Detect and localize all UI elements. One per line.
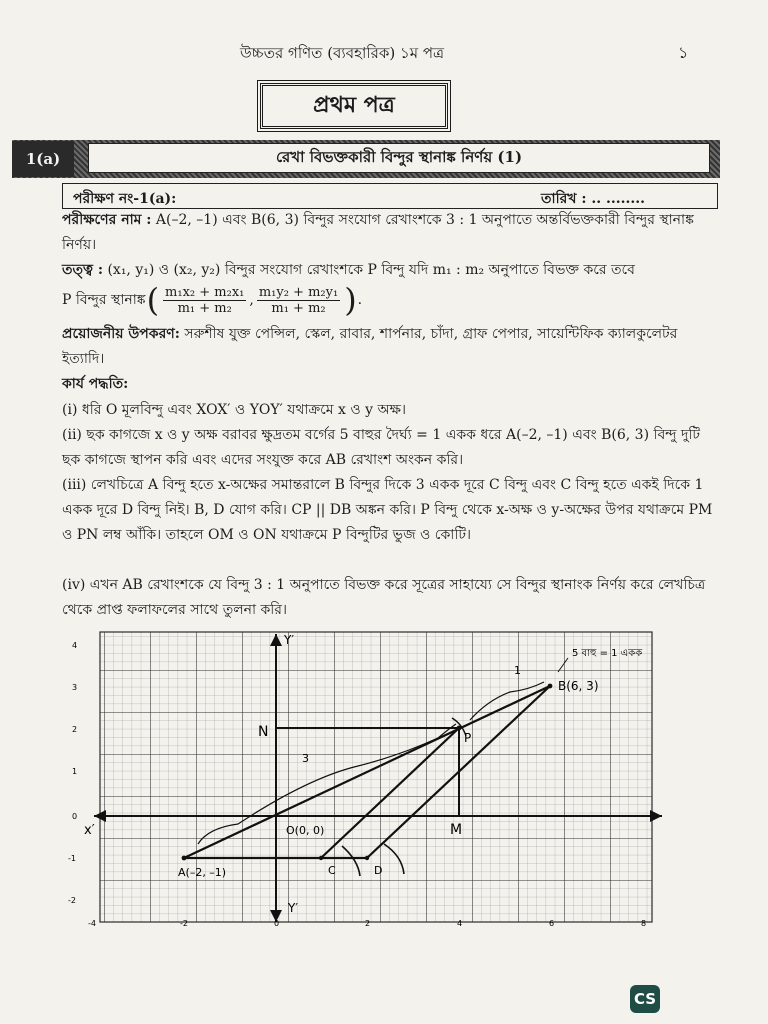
x-tick-label: -2: [180, 919, 188, 928]
formula-x-denominator: m₁ + m₂: [177, 300, 232, 316]
x-tick-label: 0: [274, 919, 280, 928]
formula-end: .: [357, 292, 363, 308]
point-c-dot: [319, 856, 323, 860]
graph-figure: [58, 628, 738, 933]
point-m-label: M: [450, 822, 463, 838]
experiment-name-label: পরীক্ষণের নাম :: [62, 212, 152, 228]
y-axis-bottom-name: Y′: [288, 901, 299, 915]
experiment-date: তারিখ : .. ........: [541, 191, 645, 207]
experiment-name: [62, 208, 720, 258]
point-a-label: A(–2, –1): [178, 866, 227, 879]
y-tick-label: 0: [72, 812, 78, 821]
point-p-label: P: [464, 731, 472, 745]
origin-label: O(0, 0): [286, 824, 325, 837]
point-d-dot: [365, 856, 369, 860]
chapter-title-box: [260, 83, 448, 129]
scale-note: 5 বাহু = 1 একক: [572, 648, 643, 659]
experiment-number: পরীক্ষণ নং-1(a):: [73, 191, 177, 207]
formula-y-numerator: m₁y₂ + m₂y₁: [258, 284, 339, 300]
formula-y-denominator: m₁ + m₂: [271, 300, 326, 316]
section-title: রেখা বিভক্তকারী বিন্দুর স্থানাঙ্ক নির্ণয় (1): [88, 143, 710, 173]
scanner-logo: CS: [630, 985, 660, 1013]
y-tick-label: 3: [72, 683, 78, 692]
graph-svg: [58, 628, 738, 933]
point-b-dot: [548, 684, 553, 689]
formula-x-fraction: [163, 285, 246, 316]
materials-text: সরুশীষ যুক্ত পেন্সিল, স্কেল, রাবার, শার্পনার, চাঁদা, গ্রাফ পেপার, সায়েন্টিফিক ক্যালকুলেটর ইত্যাদি।: [62, 326, 678, 367]
formula-separator: ,: [249, 292, 254, 308]
x-tick-label: 4: [457, 919, 463, 928]
experiment-name-text: A(–2, –1) এবং B(6, 3) বিন্দুর সংযোগ রেখাংশকে 3 : 1 অনুপাতে অন্তর্বিভক্তকারী বিন্দুর স্থানাঙ্ক নির্ণয়।: [62, 212, 694, 253]
point-d-label: D: [374, 864, 383, 877]
formula-close-paren: ): [344, 281, 357, 319]
point-p-dot: [457, 726, 462, 731]
point-c-label: C: [328, 864, 336, 877]
section-formula: [62, 281, 363, 319]
y-tick-label: 2: [72, 725, 78, 734]
theory-text: (x₁, y₁) ও (x₂, y₂) বিন্দুর সংযোগ রেখাংশকে P বিন্দু যদি m₁ : m₂ অনুপাতে বিভক্ত করে তবে: [103, 262, 635, 278]
x-tick-label: 8: [641, 919, 647, 928]
theory-label: তত্ত্ব :: [62, 262, 104, 278]
x-axis-name: x′: [84, 823, 95, 838]
y-tick-label: 1: [72, 767, 78, 776]
experiment-box: [62, 183, 718, 209]
point-b-label: B(6, 3): [558, 679, 599, 693]
procedure-step-4: (iv) এখন AB রেখাংশকে যে বিন্দু 3 : 1 অনুপাতে বিভক্ত করে সূত্রের সাহায্যে সে বিন্দুর স্থানাংক নির্ণয় করে লেখচিত্র থেকে প্রাপ্ত ফলাফলের সাথে তুলনা করি।: [62, 577, 706, 618]
x-tick-label: 2: [365, 919, 371, 928]
y-tick-label: -2: [68, 896, 76, 905]
formula-y-fraction: [257, 285, 340, 316]
materials: [62, 322, 720, 372]
formula-x-numerator: m₁x₂ + m₂x₁: [165, 284, 245, 300]
formula-open-paren: (: [146, 281, 160, 319]
brace-one-label: 1: [514, 664, 521, 677]
y-tick-label: -1: [68, 854, 76, 863]
procedure-step-2: (ii) ছক কাগজে x ও y অক্ষ বরাবর ক্ষুদ্রতম বর্গের 5 বাহুর দৈর্ঘ্য = 1 একক ধরে A(–2, –1) এবং B(6, 3) বিন্দু দুটি ছক কাগজে স্থাপন করি এবং এদের সংযুক্ত করে AB রেখাংশ অংকন করি।: [62, 427, 700, 468]
y-tick-label: 4: [72, 641, 78, 650]
formula-prefix: P বিন্দুর স্থানাঙ্ক: [62, 292, 146, 308]
x-tick-label: 6: [549, 919, 555, 928]
procedure-label: কার্য পদ্ধতি:: [62, 376, 129, 392]
x-tick-label: -4: [88, 919, 96, 928]
brace-three-label: 3: [302, 752, 309, 765]
x-axis-arrow-right: [650, 810, 662, 822]
page-number: ১: [678, 43, 689, 62]
chapter-title: প্রথম পত্র: [313, 91, 395, 118]
running-head: উচ্চতর গণিত (ব্যবহারিক) ১ম পত্র: [240, 44, 445, 62]
theory: [62, 258, 720, 283]
y-axis-top-name: Y′: [284, 633, 295, 647]
procedure-step-1: (i) ধরি O মূলবিন্দু এবং XOX′ ও YOY′ যথাক্রমে x ও y অক্ষ।: [62, 402, 406, 418]
point-n-label: N: [258, 724, 269, 740]
section-tag: 1(a): [12, 141, 74, 177]
materials-label: প্রয়োজনীয় উপকরণ:: [62, 326, 180, 342]
point-a-dot: [182, 856, 187, 861]
procedure-step-3: (iii) লেখচিত্রে A বিন্দু হতে x-অক্ষের সমান্তরালে B বিন্দুর দিকে 3 একক দূরে C বিন্দু এবং C বিন্দু হতে একই দিকে 1 একক দূরে D বিন্দু নিই। B, D যোগ করি। CP || DB অঙ্কন করি। P বিন্দু থেকে x-অক্ষ ও y-অক্ষের উপর যথাক্রমে PM ও PN লম্ব আঁকি। তাহলে OM ও ON যথাক্রমে P বিন্দুটির ভুজ ও কোটি।: [62, 477, 713, 543]
